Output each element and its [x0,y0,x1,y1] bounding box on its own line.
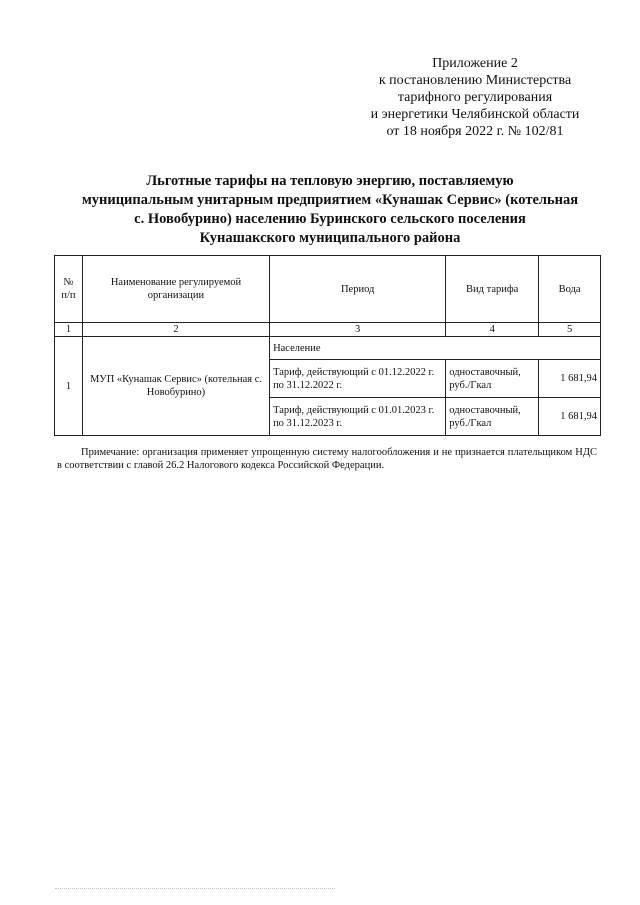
header-period: Период [270,256,446,323]
column-number-row [55,323,601,337]
appendix-line: тарифного регулирования [397,90,553,105]
appendix-line: и энергетики Челябинской области [370,107,580,122]
table-row [55,337,601,360]
column-number: 4 [446,323,539,337]
column-number: 1 [55,323,83,337]
tariff-table [54,255,601,436]
row-category: Население [270,337,601,360]
footnote-text: Примечание: организация применяет упрощенную систему налогообложения и не признается плательщиком НДС в соответствии с главой 26.2 Налогового кодекса Российской Федерации. [57,447,597,471]
title-line: Льготные тарифы на тепловую энергию, поставляемую [146,173,514,189]
row-organization: МУП «Кунашак Сервис» (котельная с. Новобурино) [82,337,269,436]
title-line: с. Новобурино) населению Буринского сельского поселения [134,211,526,227]
document-title [40,172,620,248]
column-number: 5 [539,323,601,337]
row-water-value: 1 681,94 [539,360,601,398]
footnote [57,446,597,472]
column-number: 2 [82,323,269,337]
appendix-line: Приложение 2 [432,56,518,71]
row-period: Тариф, действующий с 01.12.2022 г. по 31.12.2022 г. [270,360,446,398]
table-header-row [55,256,601,323]
appendix-line: к постановлению Министерства [378,73,572,88]
title-line: муниципальным унитарным предприятием «Кунашак Сервис» (котельная [81,192,579,208]
header-water: Вода [539,256,601,323]
row-tariff-type: одноставочный, руб./Гкал [446,398,539,436]
row-period: Тариф, действующий с 01.01.2023 г. по 31.12.2023 г. [270,398,446,436]
column-number: 3 [270,323,446,337]
title-line: Кунашакского муниципального района [199,230,461,246]
header-tariff-type: Вид тарифа [446,256,539,323]
row-water-value: 1 681,94 [539,398,601,436]
row-tariff-type: одноставочный, руб./Гкал [446,360,539,398]
header-organization: Наименование регулируемой организации [82,256,269,323]
header-num: № п/п [55,256,83,323]
row-num: 1 [55,337,83,436]
appendix-line: от 18 ноября 2022 г. № 102/81 [386,124,564,139]
page-footer-artifact [55,888,335,893]
appendix-block [330,55,620,140]
